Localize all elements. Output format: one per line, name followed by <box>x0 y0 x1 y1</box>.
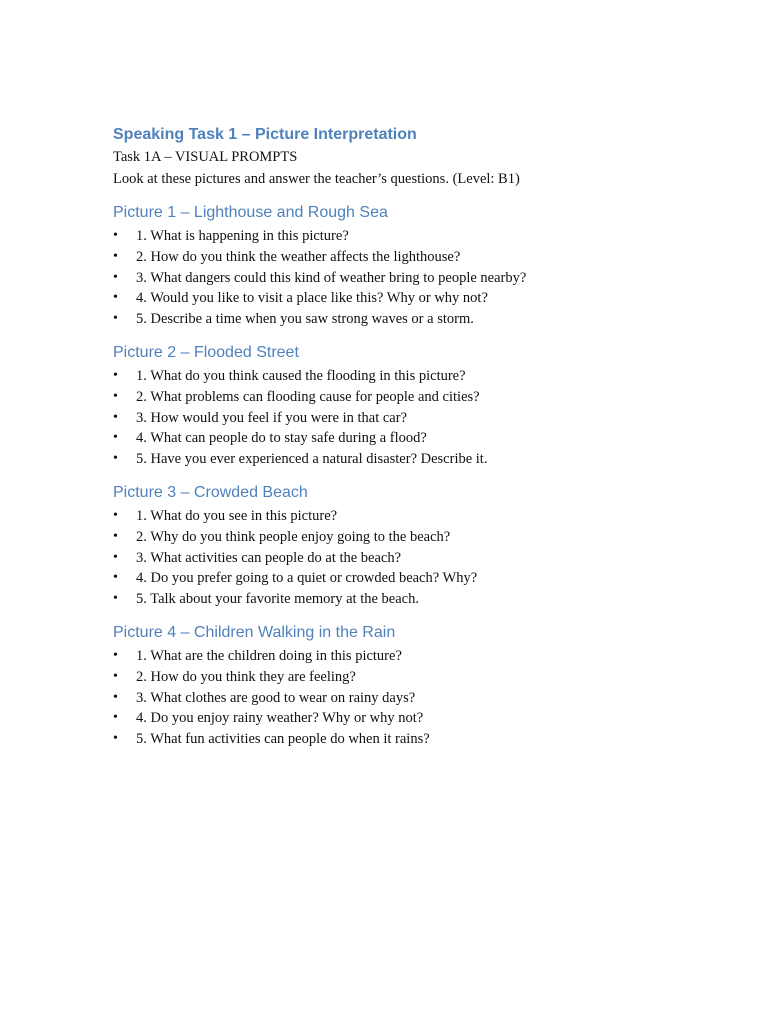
bullet-icon: • <box>113 451 118 467</box>
question-text: 5. Talk about your favorite memory at the beach. <box>136 591 419 608</box>
question-item <box>113 667 733 688</box>
picture-section-1 <box>113 202 733 330</box>
question-item <box>113 268 733 289</box>
question-item <box>113 288 733 309</box>
bullet-icon: • <box>113 689 118 705</box>
question-text: 3. What dangers could this kind of weather bring to people nearby? <box>136 269 527 286</box>
section-heading: Picture 2 – Flooded Street <box>113 343 299 361</box>
bullet-icon: • <box>113 570 118 586</box>
document-title: Speaking Task 1 – Picture Interpretation <box>113 126 417 143</box>
question-text: 1. What are the children doing in this picture? <box>136 647 402 664</box>
picture-section-3 <box>113 482 733 610</box>
bullet-icon: • <box>113 710 118 726</box>
question-item <box>113 387 733 408</box>
question-text: 5. What fun activities can people do when it rains? <box>136 731 430 748</box>
section-heading: Picture 1 – Lighthouse and Rough Sea <box>113 204 388 221</box>
question-item <box>113 449 733 470</box>
picture-section-2 <box>113 342 733 470</box>
question-text: 5. Have you ever experienced a natural disaster? Describe it. <box>136 451 488 468</box>
question-item <box>113 548 733 569</box>
question-text: 5. Describe a time when you saw strong waves or a storm. <box>136 311 474 328</box>
instructions-text: Look at these pictures and answer the teacher’s questions. (Level: B1) <box>113 171 520 187</box>
question-text: 3. What clothes are good to wear on rainy days? <box>136 689 416 706</box>
question-item <box>113 589 733 610</box>
question-text: 4. What can people do to stay safe during a flood? <box>136 430 427 447</box>
sections-container <box>113 202 733 750</box>
bullet-icon: • <box>113 228 118 243</box>
bullet-icon: • <box>113 507 118 523</box>
section-heading: Picture 3 – Crowded Beach <box>113 483 308 501</box>
bullet-icon: • <box>113 731 118 747</box>
section-heading: Picture 4 – Children Walking in the Rain <box>113 623 396 641</box>
question-item <box>113 428 733 449</box>
question-item <box>113 247 733 268</box>
question-list <box>113 646 733 750</box>
question-list <box>113 506 733 610</box>
question-item <box>113 408 733 429</box>
question-item <box>113 506 733 527</box>
picture-section-4 <box>113 622 733 750</box>
question-item <box>113 309 733 330</box>
bullet-icon: • <box>113 248 118 264</box>
question-item <box>113 729 733 750</box>
bullet-icon: • <box>113 668 118 684</box>
question-text: 2. How do you think the weather affects the lighthouse? <box>136 248 461 265</box>
question-text: 2. How do you think they are feeling? <box>136 668 356 685</box>
bullet-icon: • <box>113 388 118 404</box>
question-item <box>113 226 733 247</box>
question-item <box>113 688 733 709</box>
question-list <box>113 226 733 330</box>
question-text: 4. Would you like to visit a place like this? Why or why not? <box>136 290 488 307</box>
bullet-icon: • <box>113 367 118 383</box>
question-item <box>113 366 733 387</box>
bullet-icon: • <box>113 591 118 607</box>
question-text: 2. Why do you think people enjoy going to the beach? <box>136 528 451 545</box>
question-item <box>113 708 733 729</box>
question-text: 1. What do you see in this picture? <box>136 507 338 524</box>
question-item <box>113 527 733 548</box>
bullet-icon: • <box>113 528 118 544</box>
document-page <box>113 124 733 750</box>
task-subtitle: Task 1A – VISUAL PROMPTS <box>113 149 298 165</box>
question-text: 1. What do you think caused the flooding in this picture? <box>136 367 466 384</box>
bullet-icon: • <box>113 269 118 285</box>
bullet-icon: • <box>113 409 118 425</box>
question-list <box>113 366 733 470</box>
bullet-icon: • <box>113 430 118 446</box>
question-text: 3. How would you feel if you were in that car? <box>136 409 407 426</box>
question-item <box>113 646 733 667</box>
bullet-icon: • <box>113 549 118 565</box>
question-text: 3. What activities can people do at the beach? <box>136 549 402 566</box>
bullet-icon: • <box>113 311 118 327</box>
question-item <box>113 568 733 589</box>
question-text: 2. What problems can flooding cause for people and cities? <box>136 388 480 405</box>
bullet-icon: • <box>113 647 118 663</box>
question-text: 4. Do you prefer going to a quiet or crowded beach? Why? <box>136 570 478 587</box>
bullet-icon: • <box>113 290 118 306</box>
question-text: 1. What is happening in this picture? <box>136 228 349 244</box>
question-text: 4. Do you enjoy rainy weather? Why or why not? <box>136 710 424 727</box>
